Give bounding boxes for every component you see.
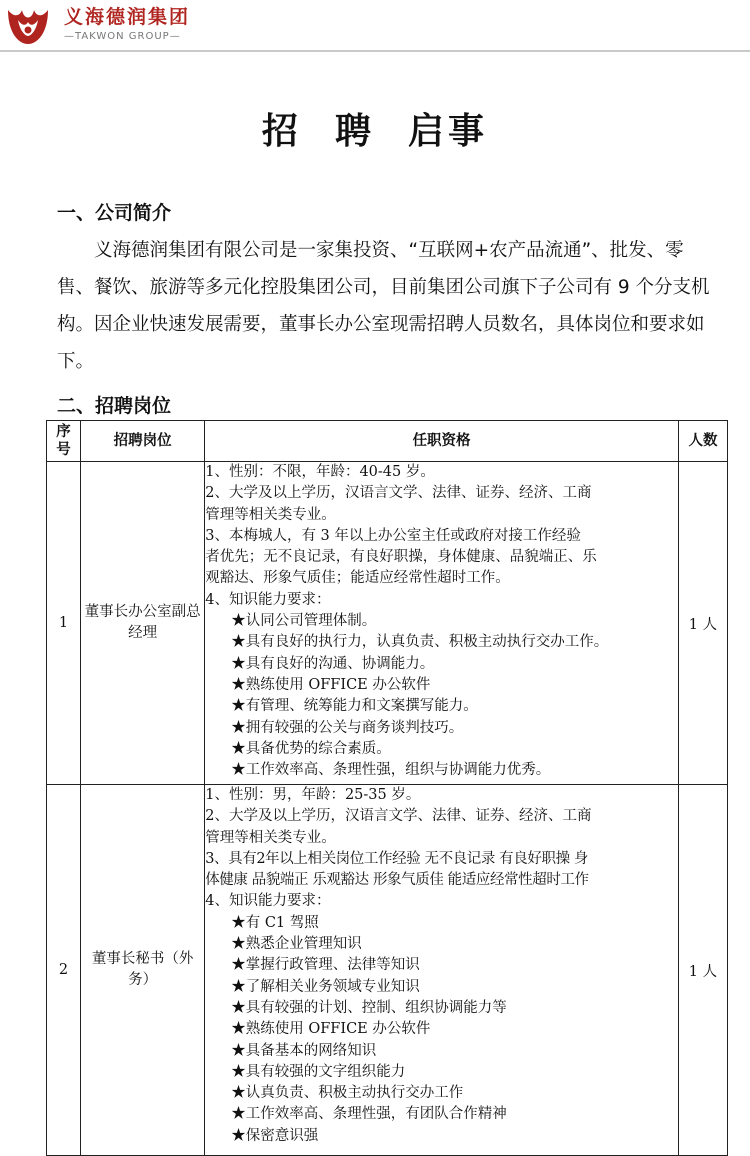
skill-item: ★认真负责、积极主动执行交办工作 [231,1085,464,1102]
skill-item: ★掌握行政管理、法律等知识 [231,957,420,974]
section-heading-positions: 二、招聘岗位 [57,395,172,417]
header-position: 招聘岗位 [81,421,205,462]
header-count: 人数 [678,421,727,462]
jobs-table [46,420,728,1156]
row-number: 2 [47,785,81,1156]
requirement-line: 体健康 品貌端正 乐观豁达 形象气质佳 能适应经常性超时工作 [205,872,589,889]
skill-item: ★有 C1 驾照 [231,914,319,931]
skill-item: ★具有较强的计划、控制、组织协调能力等 [231,999,507,1016]
requirement-line: 3、本梅城人，有 3 年以上办公室主任或政府对接工作经验 [205,527,581,544]
headcount: 1 人 [678,785,727,1156]
requirement-line: 2、大学及以上学历，汉语言文学、法律、证券、经济、工商 [205,485,592,502]
header-requirements: 任职资格 [205,421,679,462]
skill-item: ★认同公司管理体制。 [231,613,377,630]
requirement-line: 1、性别：男，年龄：25-35 岁。 [205,787,421,803]
table-row [47,462,728,785]
row-number: 1 [47,462,81,785]
header-divider [0,50,750,52]
requirement-line: 4、知识能力要求： [205,591,331,608]
skill-item: ★工作效率高、条理性强，组织与协调能力优秀。 [231,762,551,779]
headcount: 1 人 [678,462,727,785]
requirement-line: 管理等相关类专业。 [205,506,336,523]
requirement-line: 者优先；无不良记录，有良好职操，身体健康、品貌端正、乐 [205,549,597,566]
letterhead [0,0,750,50]
skill-item: ★有管理、统筹能力和文案撰写能力。 [231,698,478,715]
table-header-row [47,421,728,462]
requirement-line: 观豁达、形象气质佳；能适应经常性超时工作。 [205,570,510,587]
page-title: 招 聘 启事 [261,111,489,152]
skill-item: ★工作效率高、条理性强，有团队合作精神 [231,1106,507,1123]
header-no: 序 号 [47,421,81,462]
requirements-cell [205,785,679,1156]
section-heading-intro: 一、公司简介 [57,202,172,224]
table-row [47,785,728,1156]
company-name-cn: 义海德润集团 [64,6,191,28]
skill-item: ★熟练使用 OFFICE 办公软件 [231,676,431,693]
position-name: 董事长办公室副总经理 [81,462,205,785]
requirement-line: 2、大学及以上学历，汉语言文学、法律、证券、经济、工商 [205,808,592,825]
skill-item: ★具有较强的文字组织能力 [231,1063,406,1080]
company-name-en: —TAKWON GROUP— [64,31,181,42]
skill-item: ★熟悉企业管理知识 [231,936,362,953]
position-name: 董事长秘书（外务） [81,785,205,1156]
skill-item: ★具有良好的执行力，认真负责、积极主动执行交办工作。 [231,634,609,651]
skill-item: ★保密意识强 [231,1127,319,1144]
requirement-line: 4、知识能力要求： [205,893,331,910]
company-intro-paragraph: 义海德润集团有限公司是一家集投资、“互联网+农产品流通”、批发、零售、餐饮、旅游等多元化控股集团公司，目前集团公司旗下子公司有 9 个分支机构。因企业快速发展需要，董事长办公室现需招聘人员数名，具体岗位和要求如下。 [57,240,710,372]
skill-item: ★具有良好的沟通、协调能力。 [231,655,435,672]
skill-item: ★拥有较强的公关与商务谈判技巧。 [231,719,464,736]
skill-item: ★了解相关业务领域专业知识 [231,978,420,995]
skill-item: ★具备基本的网络知识 [231,1042,377,1059]
requirements-cell [205,462,679,785]
requirement-line: 1、性别：不限，年龄：40-45 岁。 [205,464,435,480]
skill-item: ★具备优势的综合素质。 [231,740,391,757]
requirement-line: 3、具有2年以上相关岗位工作经验 无不良记录 有良好职操 身 [205,850,588,867]
skill-item: ★熟练使用 OFFICE 办公软件 [231,1021,431,1038]
red-swirl-logo-icon [4,4,52,48]
requirement-line: 管理等相关类专业。 [205,829,336,846]
